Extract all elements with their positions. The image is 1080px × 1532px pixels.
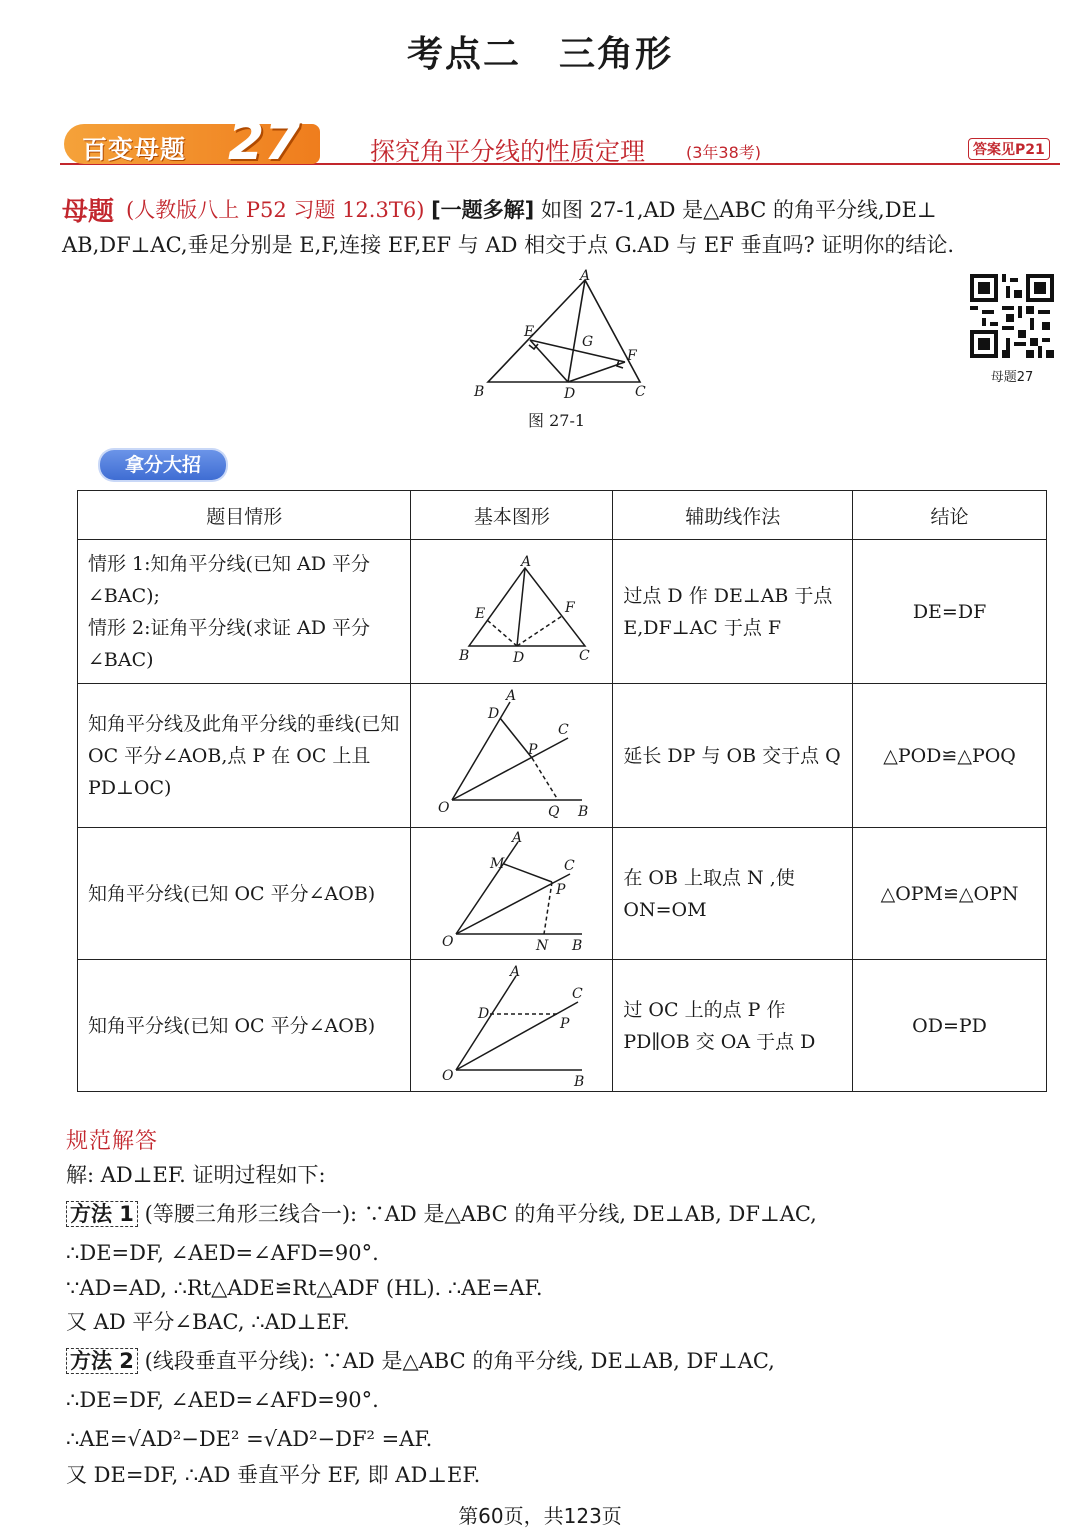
table-header: 题目情形 [78,491,411,540]
banner-title: 探究角平分线的性质定理 [370,137,646,166]
row-conclusion: OD=PD [853,960,1047,1092]
table-row [78,540,1047,684]
figure-bisector-perpendicular [432,688,592,818]
svg-text:Q: Q [547,804,560,820]
row-method: 延长 DP 与 OB 交于点 Q [613,684,853,828]
figure-angle-bisector-perpendiculars [437,554,590,666]
svg-text:B: B [458,648,470,664]
problem-method-tag: [一题多解] [431,198,535,222]
svg-text:C: C [563,858,575,874]
svg-text:E: E [474,606,486,622]
fig-label-E: E [524,324,535,340]
solution-line: 解: AD⊥EF. 证明过程如下: [66,1163,326,1187]
svg-text:M: M [489,856,505,872]
svg-text:B: B [573,1074,585,1090]
svg-text:C: C [578,648,590,664]
svg-text:C: C [571,986,583,1002]
table-row [78,684,1047,828]
svg-text:P: P [559,1016,570,1032]
solution-line: ∴DE=DF, ∠AED=∠AFD=90°. [66,1388,379,1412]
row-conclusion: △POD≌△POQ [853,684,1047,828]
figure-27-1 [470,270,670,400]
qr-code-icon[interactable] [970,274,1054,358]
figure-bisector-equal-segments [432,830,592,952]
banner-number: 27 [228,112,301,172]
row-case: 知角平分线及此角平分线的垂线(已知 OC 平分∠AOB,点 P 在 OC 上且 PD⊥OC) [78,684,411,828]
row-case: 情形 1:知角平分线(已知 AD 平分∠BAC); 情形 2:证角平分线(求证 AD 平分∠BAC) [78,540,411,684]
fig-label-C: C [635,384,646,400]
svg-text:D: D [487,706,500,722]
svg-text:N: N [535,938,549,954]
svg-text:A: A [505,688,517,704]
svg-text:B: B [571,938,583,954]
page-title: 考点二 三角形 [406,34,673,75]
method-1-label: 方法 1 [66,1201,138,1227]
solution-line: ∴AE=√AD²−DE² =√AD²−DF² =AF. [66,1427,433,1451]
table-header-row [78,491,1047,540]
row-figure [411,960,613,1092]
fig-label-D: D [564,386,576,402]
problem-first-line [126,193,937,227]
table-header: 基本图形 [411,491,613,540]
tips-table [77,490,1047,1092]
solution-line [66,1344,775,1378]
problem-line2: AB,DF⊥AC,垂足分别是 E,F,连接 EF,EF 与 AD 相交于点 G.AD 与 EF 垂直吗? 证明你的结论. [62,233,955,257]
svg-text:A: A [509,964,521,980]
banner-badge: 百变母题 [82,135,187,164]
solution-line: ∵AD=AD, ∴Rt△ADE≌Rt△ADF (HL). ∴AE=AF. [66,1276,543,1300]
row-figure [411,684,613,828]
table-row [78,828,1047,960]
row-method: 过 OC 上的点 P 作 PD∥OB 交 OA 于点 D [613,960,853,1092]
svg-text:O: O [437,800,450,816]
figure-bisector-parallel [432,962,592,1090]
solution-line: 又 AD 平分∠BAC, ∴AD⊥EF. [66,1310,350,1334]
svg-text:A: A [511,830,523,846]
problem-tag: 母题 [62,197,115,227]
page-footer: 第60页，共123页 [458,1504,622,1528]
row-conclusion: △OPM≌△OPN [853,828,1047,960]
solution-line: ∴DE=DF, ∠AED=∠AFD=90°. [66,1241,379,1265]
table-row [78,960,1047,1092]
row-method: 过点 D 作 DE⊥AB 于点 E,DF⊥AC 于点 F [613,540,853,684]
row-figure [411,540,613,684]
svg-text:A: A [520,554,532,570]
answer-ref-badge: 答案见P21 [968,138,1050,160]
row-method: 在 OB 上取点 N ,使 ON=OM [613,828,853,960]
solution-line: 又 DE=DF, ∴AD 垂直平分 EF, 即 AD⊥EF. [66,1463,481,1487]
row-case: 知角平分线(已知 OC 平分∠AOB) [78,828,411,960]
row-figure [411,828,613,960]
problem-line1: 如图 27-1,AD 是△ABC 的角平分线,DE⊥ [540,198,937,222]
tips-badge: 拿分大招 [100,450,226,480]
fig-label-B: B [474,384,485,400]
solution-line-text: (线段垂直平分线): ∵AD 是△ABC 的角平分线, DE⊥AB, DF⊥AC, [144,1349,775,1373]
method-2-label: 方法 2 [66,1348,138,1374]
svg-text:O: O [441,934,454,950]
table-header: 辅助线作法 [613,491,853,540]
table-header: 结论 [853,491,1047,540]
solution-line-text: (等腰三角形三线合一): ∵AD 是△ABC 的角平分线, DE⊥AB, DF⊥AC, [144,1202,817,1226]
qr-label: 母题27 [990,370,1034,385]
figure-caption: 图 27-1 [528,411,586,430]
svg-text:D: D [477,1006,490,1022]
row-conclusion: DE=DF [853,540,1047,684]
svg-text:B: B [577,804,589,820]
fig-label-G: G [582,334,594,350]
fig-label-A: A [580,268,591,284]
svg-text:F: F [564,600,575,616]
banner-subtitle: (3年38考) [686,143,762,162]
svg-text:P: P [555,882,566,898]
solution-line [66,1197,817,1231]
svg-text:O: O [441,1068,454,1084]
problem-source: (人教版八上 P52 习题 12.3T6) [126,198,425,222]
fig-label-F: F [627,348,637,364]
solution-label: 规范解答 [66,1129,159,1154]
svg-text:D: D [512,650,525,666]
svg-text:P: P [527,742,538,758]
row-case: 知角平分线(已知 OC 平分∠AOB) [78,960,411,1092]
svg-text:C: C [557,722,569,738]
